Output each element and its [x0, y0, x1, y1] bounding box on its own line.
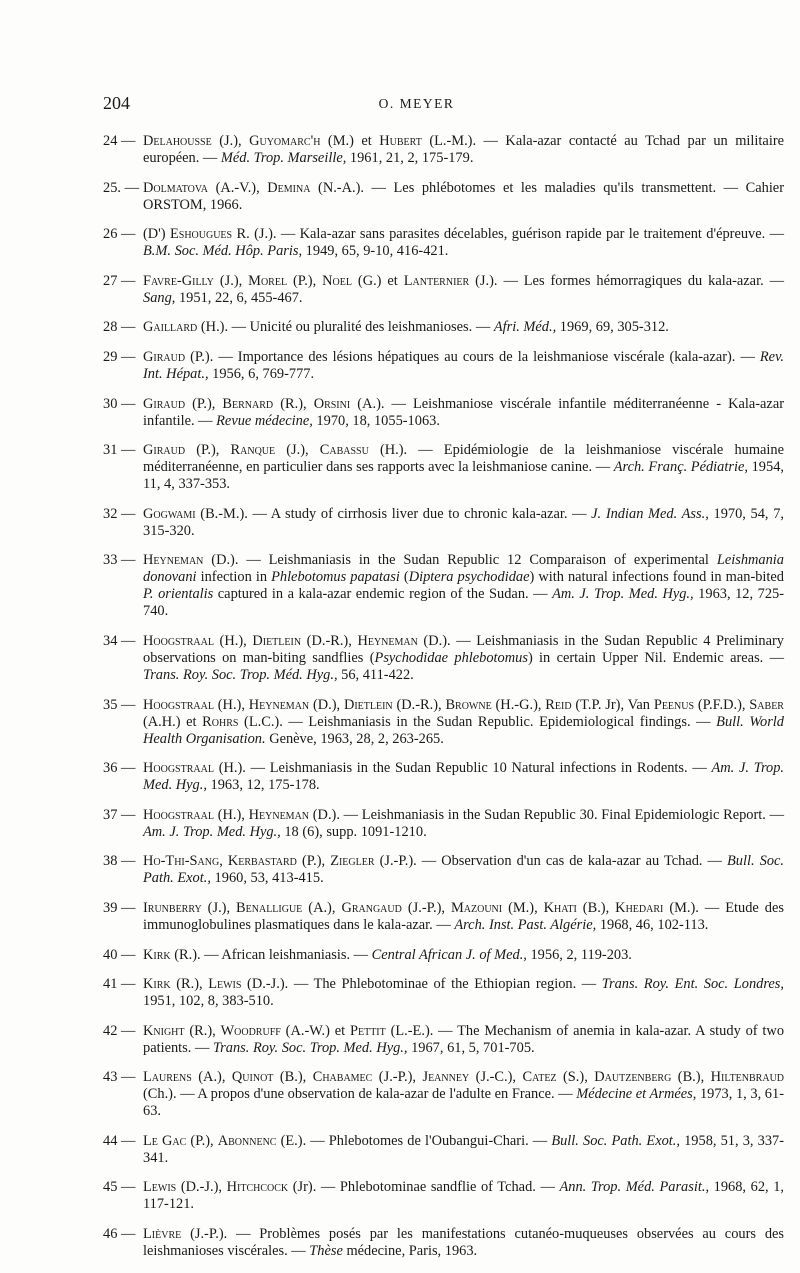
- author-name: Heyneman: [248, 696, 310, 713]
- reference-number: 28 —: [103, 319, 136, 336]
- reference-text: (N.-A.). — Les phlébotomes et les maladies qu'ils transmettent. — Cahier ORSTOM, 1966.: [143, 179, 784, 213]
- reference-text: (D.). — Leishmaniasis in the Sudan Republic 4 Preliminary observations on man-biting sandflies (: [143, 632, 784, 666]
- author-name: Dolmatova: [143, 179, 209, 196]
- reference-text: (J.). — Les formes hémorragiques du kala-azar. —: [469, 272, 784, 289]
- reference-entry: [103, 1069, 784, 1120]
- reference-text: 1951, 22, 6, 455-467.: [175, 289, 303, 306]
- author-name: Guyomarc'h: [249, 133, 321, 149]
- author-name: Heyneman: [357, 632, 418, 649]
- reference-text: (A.-V.),: [208, 179, 268, 196]
- reference-text: (D.-R.),: [301, 632, 358, 649]
- journal-title: Trans. Roy. Ent. Soc. Londres,: [601, 976, 784, 993]
- reference-text: 1956, 6, 769-777.: [208, 365, 315, 382]
- author-name: Lanternier: [403, 272, 470, 289]
- author-name: Woodruff: [220, 1022, 281, 1039]
- reference-number: 33 —: [103, 552, 136, 569]
- journal-title: P. orientalis: [143, 586, 214, 603]
- journal-title: Sang,: [143, 289, 176, 306]
- reference-text: (H.). — Leishmaniasis in the Sudan Republic 10 Natural infections in Rodents. —: [213, 760, 712, 777]
- author-name: Heyneman: [143, 552, 204, 569]
- author-name: Hubert: [379, 133, 422, 149]
- reference-text: ) in certain Upper Nil. Endemic areas. —: [527, 649, 784, 666]
- author-name: Cabassu: [319, 442, 369, 459]
- reference-text: (D.). — Leishmaniasis in the Sudan Republic 30. Final Epidemiologic Report. —: [309, 806, 784, 823]
- page-number: 204: [103, 93, 130, 113]
- reference-text: (P.F.D.),: [694, 696, 750, 713]
- reference-entry: [103, 133, 784, 167]
- reference-text: (B.),: [576, 899, 616, 916]
- reference-text: (H.). — Unicité ou pluralité des leishmanioses. —: [197, 319, 494, 336]
- reference-entry: [103, 442, 784, 493]
- reference-number: 45 —: [103, 1179, 136, 1196]
- reference-entry: [103, 1023, 784, 1057]
- reference-number: 30 —: [103, 395, 136, 412]
- reference-entry: [103, 1179, 784, 1213]
- author-name: Pettit: [349, 1022, 386, 1039]
- journal-title: Diptera psychodidae: [408, 569, 530, 586]
- journal-title: Médecine et Armées,: [576, 1086, 697, 1103]
- journal-title: Trans. Roy. Soc. Trop. Méd. Hyg.,: [143, 666, 338, 683]
- author-name: Gaillard: [143, 319, 198, 336]
- author-name: Chabamec: [312, 1069, 373, 1086]
- author-name: Ziegler: [330, 853, 375, 870]
- reference-text: (J.),: [211, 133, 250, 149]
- author-name: Hoogstraal: [143, 806, 214, 823]
- reference-text: 1973, 1, 3, 61-63.: [143, 1086, 784, 1120]
- reference-entry: [103, 180, 784, 214]
- journal-title: Phlebotomus papatasi: [271, 569, 400, 586]
- reference-text: ) with natural infections found in man-bited: [529, 569, 785, 586]
- reference-text: (H.),: [213, 806, 249, 823]
- reference-entry: [103, 1226, 784, 1260]
- reference-list: [103, 133, 784, 1273]
- author-name: Giraud: [143, 395, 186, 412]
- author-name: Hoogstraal: [143, 760, 214, 777]
- reference-text: (D.),: [309, 696, 344, 713]
- reference-text: (H.-G.),: [491, 696, 546, 713]
- author-name: Khati: [543, 899, 577, 916]
- author-name: Grangaud: [341, 899, 402, 916]
- journal-title: J. Indian Med. Ass.,: [591, 505, 709, 522]
- reference-text: 1968, 62, 1, 117-121.: [143, 1179, 785, 1213]
- author-name: Hoogstraal: [143, 632, 214, 649]
- reference-text: ,: [219, 853, 228, 870]
- reference-text: (B.),: [671, 1069, 711, 1086]
- journal-title: Central African J. of Med.,: [371, 946, 527, 963]
- author-name: Eshougues: [169, 226, 233, 243]
- author-name: Benalligue: [236, 899, 303, 916]
- reference-text: (P.),: [185, 442, 231, 459]
- author-name: Peenus: [653, 696, 695, 713]
- reference-text: (D.-J.). — The Phlebotominae of the Ethiopian region. —: [241, 976, 602, 993]
- author-name: Kerbastard: [227, 853, 297, 870]
- reference-text: (A.H.) et: [143, 713, 203, 730]
- reference-text: (P.),: [296, 853, 331, 870]
- author-name: Le Gac: [143, 1132, 187, 1149]
- author-name: Dietlein: [252, 632, 302, 649]
- reference-text: (H.). — Epidémiologie de la leishmaniose viscérale humaine méditerranéenne, en particulier dans ses rapports avec la leishmaniose canine. —: [143, 442, 784, 476]
- author-name: Giraud: [143, 442, 186, 459]
- reference-number: 42 —: [103, 1022, 136, 1039]
- reference-number: 25. —: [103, 179, 139, 196]
- journal-title: Arch. Inst. Past. Algérie,: [454, 916, 597, 933]
- reference-text: Genève, 1963, 28, 2, 263-265.: [265, 730, 444, 747]
- author-name: Dietlein: [343, 696, 393, 713]
- author-name: Ranque: [230, 442, 276, 459]
- reference-text: (A.). — Leishmaniose viscérale infantile méditerranéenne - Kala-azar infantile. —: [143, 395, 784, 429]
- author-name: Abonnenc: [217, 1132, 277, 1149]
- reference-text: infection in: [196, 569, 272, 586]
- reference-entry: [103, 947, 784, 964]
- reference-number: 31 —: [103, 442, 136, 459]
- reference-text: (D.-R.),: [392, 696, 446, 713]
- author-name: Rohrs: [202, 713, 239, 730]
- reference-number: 29 —: [103, 348, 136, 365]
- reference-text: (H.),: [213, 696, 249, 713]
- author-name: Catez: [522, 1069, 557, 1086]
- reference-text: (R.),: [170, 976, 209, 993]
- author-name: Ho-Thi-Sang: [143, 853, 220, 870]
- journal-title: Afri. Méd.,: [493, 319, 557, 336]
- reference-number: 36 —: [103, 760, 136, 777]
- reference-number: 43 —: [103, 1069, 136, 1086]
- reference-text: (P.),: [185, 395, 223, 412]
- reference-entry: [103, 319, 784, 336]
- journal-title: Méd. Trop. Marseille,: [220, 150, 347, 166]
- reference-text: (Jr). — Phlebotominae sandflie of Tchad. —: [288, 1179, 560, 1196]
- journal-title: Bull. Soc. Path. Exot.,: [143, 853, 784, 887]
- author-name: Noel: [322, 272, 352, 289]
- reference-text: 1963, 12, 175-178.: [206, 777, 320, 794]
- reference-number: 35 —: [103, 696, 136, 713]
- reference-text: (L.-M.). — Kala-azar contacté au Tchad par un militaire européen. —: [143, 133, 784, 166]
- reference-text: (G.) et: [351, 272, 404, 289]
- reference-entry: [103, 900, 784, 934]
- reference-text: captured in a kala-azar endemic region of the Sudan. —: [213, 586, 553, 603]
- reference-number: 38 —: [103, 853, 136, 870]
- author-name: Lewis: [143, 1179, 177, 1196]
- journal-title: Am. J. Trop. Med. Hyg.,: [143, 760, 784, 794]
- author-name: Khedari: [615, 899, 664, 916]
- reference-text: R. (J.). — Kala-azar sans parasites décelables, guérison rapide par le traitement d'épreuve. —: [232, 226, 785, 243]
- journal-title: Revue médecine,: [216, 412, 313, 429]
- reference-entry: [103, 853, 784, 887]
- reference-entry: [103, 976, 784, 1010]
- reference-text: 1951, 102, 8, 383-510.: [143, 993, 274, 1010]
- author-name: Giraud: [143, 348, 186, 365]
- reference-text: (B.),: [273, 1069, 313, 1086]
- reference-text: 56, 411-422.: [337, 666, 414, 683]
- reference-entry: [103, 807, 784, 841]
- reference-text: 18 (6), supp. 1091-1210.: [280, 823, 427, 840]
- page-header: [103, 93, 730, 117]
- reference-text: 1949, 65, 9-10, 416-421.: [302, 243, 449, 260]
- author-name: Favre-Gilly: [143, 272, 214, 289]
- reference-entry: [103, 760, 784, 794]
- reference-text: (J.),: [275, 442, 320, 459]
- journal-title: Am. J. Trop. Med. Hyg.,: [143, 823, 281, 840]
- reference-text: (R.),: [184, 1022, 221, 1039]
- reference-text: (J.-P.). — Observation d'un cas de kala-azar au Tchad. —: [374, 853, 727, 870]
- reference-text: (L.C.). — Leishmaniasis in the Sudan Republic. Epidemiological findings. —: [238, 713, 717, 730]
- reference-text: (Ch.). — A propos d'une observation de kala-azar de l'adulte en France. —: [143, 1086, 577, 1103]
- reference-text: (B.-M.). — A study of cirrhosis liver due to chronic kala-azar. —: [195, 505, 592, 522]
- reference-entry: [103, 506, 784, 540]
- journal-title: Arch. Franç. Pédiatrie,: [613, 459, 748, 476]
- author-name: Quinot: [231, 1069, 274, 1086]
- author-name: Demina: [267, 179, 311, 196]
- author-name: Orsini: [313, 395, 351, 412]
- reference-text: (P.),: [186, 1132, 218, 1149]
- journal-title: Bull. Soc. Path. Exot.,: [551, 1132, 680, 1149]
- reference-text: (E.). — Phlebotomes de l'Oubangui-Chari. —: [276, 1132, 552, 1149]
- reference-number: 32 —: [103, 505, 136, 522]
- reference-text: (D.-J.),: [176, 1179, 227, 1196]
- reference-text: 1960, 53, 413-415.: [210, 870, 324, 887]
- reference-text: 1963, 12, 725-740.: [143, 586, 785, 620]
- journal-title: Leishmania donovani: [143, 552, 784, 586]
- reference-entry: [103, 697, 784, 748]
- reference-text: 1969, 69, 305-312.: [556, 319, 669, 336]
- journal-title: Thèse: [309, 1243, 343, 1260]
- reference-text: (S.),: [556, 1069, 595, 1086]
- author-name: Browne: [445, 696, 492, 713]
- reference-entry: [103, 633, 784, 684]
- author-name: Hoogstraal: [143, 696, 214, 713]
- reference-text: 1968, 46, 102-113.: [596, 916, 709, 933]
- author-name: Saber: [749, 696, 784, 713]
- reference-number: 40 —: [103, 946, 136, 963]
- author-name: Lièvre: [143, 1226, 182, 1243]
- reference-text: 1961, 21, 2, 175-179.: [346, 150, 474, 166]
- reference-entry: [103, 552, 784, 620]
- reference-text: 1958, 51, 3, 337-341.: [143, 1132, 785, 1166]
- reference-number: 24 —: [103, 133, 136, 149]
- reference-text: (P.),: [287, 272, 323, 289]
- reference-text: (J.-P.). — Problèmes posés par les manifestations cutanéo-muqueuses observées au cours des leishmanioses viscérales. —: [143, 1226, 784, 1260]
- reference-text: (M.),: [502, 899, 544, 916]
- reference-text: (L.-E.). — The Mechanism of anemia in kala-azar. A study of two patients. —: [143, 1022, 785, 1056]
- author-name: Bernard: [222, 395, 274, 412]
- author-name: Delahousse: [143, 133, 212, 149]
- reference-number: 37 —: [103, 806, 136, 823]
- author-name: Reid: [545, 696, 572, 713]
- reference-entry: [103, 1133, 784, 1167]
- author-name: Dautzenberg: [594, 1069, 672, 1086]
- reference-entry: [103, 349, 784, 383]
- reference-text: 1970, 54, 7, 315-320.: [143, 505, 784, 539]
- reference-text: (J.-C.),: [469, 1069, 523, 1086]
- reference-number: 26 —: [103, 226, 136, 243]
- reference-text: (A.),: [302, 899, 342, 916]
- reference-number: 46 —: [103, 1226, 136, 1243]
- reference-text: (J.),: [213, 272, 249, 289]
- journal-title: Trans. Roy. Soc. Trop. Med. Hyg.,: [212, 1039, 408, 1056]
- reference-entry: [103, 396, 784, 430]
- reference-text: (M.) et: [320, 133, 380, 149]
- journal-title: Psychodidae phlebotomus: [374, 649, 528, 666]
- reference-text: 1967, 61, 5, 701-705.: [407, 1039, 535, 1056]
- reference-text: 1956, 2, 119-203.: [526, 946, 632, 963]
- reference-number: 44 —: [103, 1132, 136, 1149]
- journal-title: Ann. Trop. Méd. Parasit.,: [559, 1179, 710, 1196]
- reference-text: (T.P. Jr), Van: [571, 696, 654, 713]
- author-name: Hitchcock: [226, 1179, 289, 1196]
- reference-text: (H.),: [213, 632, 253, 649]
- reference-number: 41 —: [103, 976, 136, 993]
- journal-title: Rev. Int. Hépat.,: [143, 348, 784, 382]
- author-name: Kirk: [143, 976, 171, 993]
- reference-entry: [103, 226, 784, 260]
- reference-number: 39 —: [103, 899, 136, 916]
- author-name: Gogwami: [143, 505, 196, 522]
- journal-title: Bull. World Health Organisation.: [143, 713, 784, 747]
- author-name: Irunberry: [143, 899, 202, 916]
- author-name: Morel: [248, 272, 288, 289]
- author-name: Hiltenbraud: [710, 1069, 785, 1086]
- reference-text: (R.). — African leishmaniasis. —: [170, 946, 372, 963]
- reference-text: 1970, 18, 1055-1063.: [312, 412, 440, 429]
- reference-text: (D'): [143, 226, 170, 243]
- running-title: O. MEYER: [378, 96, 455, 111]
- journal-title: Am. J. Trop. Med. Hyg.,: [552, 586, 694, 603]
- reference-text: (A.),: [191, 1069, 232, 1086]
- reference-number: 27 —: [103, 272, 136, 289]
- reference-entry: [103, 273, 784, 307]
- reference-text: (M.). — Etude des immunoglobulines plasmatiques dans le kala-azar. —: [143, 899, 784, 933]
- author-name: Knight: [143, 1022, 185, 1039]
- reference-number: 34 —: [103, 632, 136, 649]
- reference-text: médecine, Paris, 1963.: [342, 1243, 478, 1260]
- reference-text: (P.). — Importance des lésions hépatiques au cours de la leishmaniose viscérale (kala-azar). —: [185, 348, 760, 365]
- reference-text: (R.),: [273, 395, 314, 412]
- author-name: Lewis: [208, 976, 242, 993]
- reference-text: (: [399, 569, 409, 586]
- reference-text: 1954, 11, 4, 337-353.: [143, 459, 784, 493]
- author-name: Heyneman: [248, 806, 310, 823]
- author-name: Jeanney: [422, 1069, 470, 1086]
- author-name: Mazouni: [450, 899, 503, 916]
- reference-text: (J.-P.),: [401, 899, 451, 916]
- reference-text: (J.-P.),: [372, 1069, 423, 1086]
- reference-text: (D.). — Leishmaniasis in the Sudan Republic 12 Comparaison of experimental: [203, 552, 717, 569]
- reference-text: (A.-W.) et: [280, 1022, 350, 1039]
- author-name: Laurens: [143, 1069, 192, 1086]
- reference-text: (J.),: [201, 899, 237, 916]
- author-name: Kirk: [143, 946, 171, 963]
- journal-title: B.M. Soc. Méd. Hôp. Paris,: [143, 243, 303, 260]
